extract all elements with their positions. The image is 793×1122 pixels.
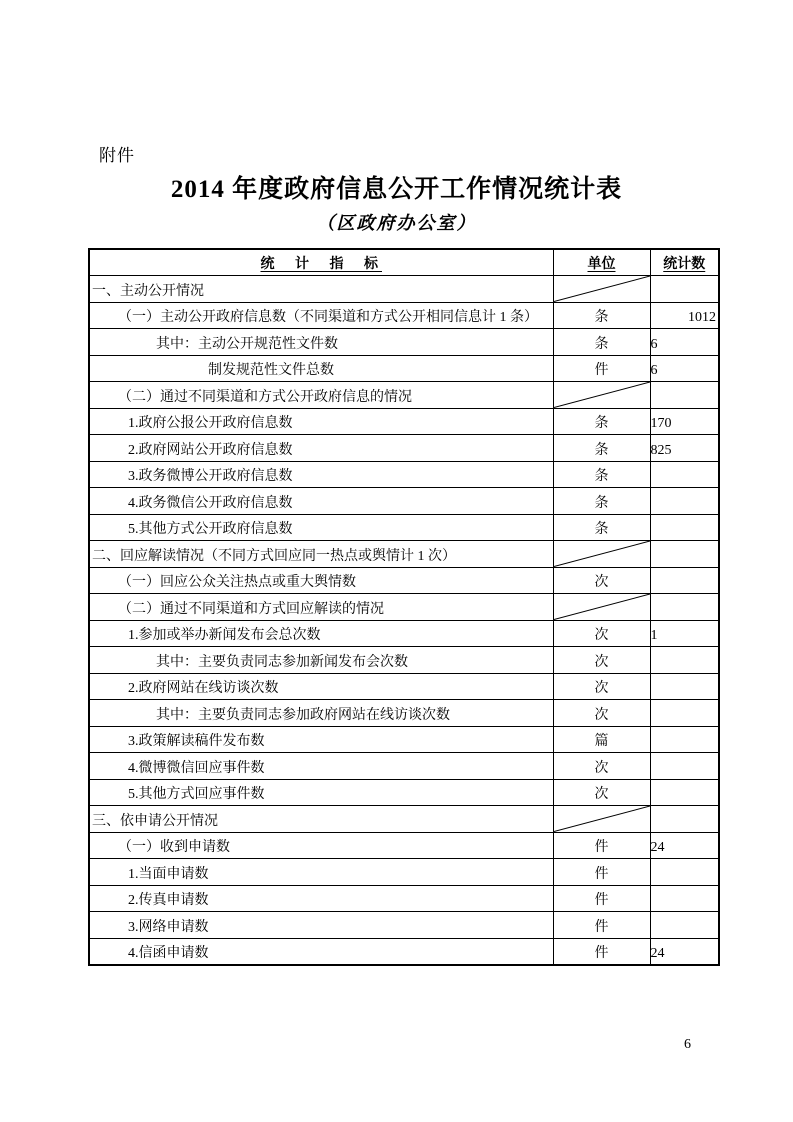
indicator-cell: （二）通过不同渠道和方式公开政府信息的情况	[89, 382, 553, 409]
indicator-cell: 其中：主要负责同志参加政府网站在线访谈次数	[89, 700, 553, 727]
table-row	[89, 276, 719, 303]
unit-cell: 次	[553, 779, 650, 806]
indicator-cell: 制发规范性文件总数	[89, 355, 553, 382]
unit-cell: 条	[553, 435, 650, 462]
table-row	[89, 647, 719, 674]
indicator-column-header: 统 计 指 标	[89, 249, 553, 276]
count-cell	[650, 885, 719, 912]
indicator-cell: （一）回应公众关注热点或重大舆情数	[89, 567, 553, 594]
table-row	[89, 700, 719, 727]
table-row	[89, 594, 719, 621]
count-cell	[650, 700, 719, 727]
count-cell	[650, 541, 719, 568]
unit-cell: 篇	[553, 726, 650, 753]
unit-cell: 条	[553, 329, 650, 356]
indicator-cell: 3.政策解读稿件发布数	[89, 726, 553, 753]
table-row	[89, 885, 719, 912]
indicator-cell: 三、依申请公开情况	[89, 806, 553, 833]
indicator-cell: 其中：主动公开规范性文件数	[89, 329, 553, 356]
unit-column-header: 单位	[553, 249, 650, 276]
unit-cell-diagonal	[553, 594, 650, 621]
indicator-cell: 1.当面申请数	[89, 859, 553, 886]
table-row	[89, 912, 719, 939]
table-header-row	[89, 249, 719, 276]
unit-cell: 条	[553, 302, 650, 329]
count-cell	[650, 382, 719, 409]
diagonal-slash-line	[554, 541, 650, 567]
indicator-cell: 2.传真申请数	[89, 885, 553, 912]
diagonal-slash-line	[554, 276, 650, 302]
count-column-header: 统计数	[650, 249, 719, 276]
unit-cell-diagonal	[553, 276, 650, 303]
page-title: 2014 年度政府信息公开工作情况统计表	[170, 176, 623, 203]
table-row	[89, 408, 719, 435]
attachment-label: 附件	[99, 146, 135, 165]
unit-cell-diagonal	[553, 806, 650, 833]
indicator-cell: 2.政府网站公开政府信息数	[89, 435, 553, 462]
table-row	[89, 726, 719, 753]
diagonal-slash-line	[554, 806, 650, 832]
count-cell	[650, 461, 719, 488]
count-cell	[650, 806, 719, 833]
table-row	[89, 355, 719, 382]
count-cell	[650, 488, 719, 515]
count-cell: 1012	[650, 302, 719, 329]
table-row	[89, 435, 719, 462]
count-cell	[650, 859, 719, 886]
indicator-cell: 二、回应解读情况（不同方式回应同一热点或舆情计 1 次）	[89, 541, 553, 568]
count-cell	[650, 276, 719, 303]
table-row	[89, 382, 719, 409]
count-cell	[650, 567, 719, 594]
indicator-cell: 3.网络申请数	[89, 912, 553, 939]
count-cell: 24	[650, 832, 719, 859]
table-row	[89, 461, 719, 488]
table-row	[89, 859, 719, 886]
unit-cell: 条	[553, 514, 650, 541]
indicator-cell: 3.政务微博公开政府信息数	[89, 461, 553, 488]
unit-cell: 件	[553, 912, 650, 939]
count-cell: 1	[650, 620, 719, 647]
count-cell: 6	[650, 355, 719, 382]
table-row	[89, 488, 719, 515]
unit-cell: 次	[553, 647, 650, 674]
table-row	[89, 567, 719, 594]
page-number: 6	[684, 1037, 691, 1052]
page-subtitle: （区政府办公室）	[316, 213, 477, 233]
table-row	[89, 779, 719, 806]
indicator-cell: 4.信函申请数	[89, 938, 553, 965]
statistics-table	[88, 248, 720, 966]
diagonal-slash-line	[554, 594, 650, 620]
unit-cell: 次	[553, 673, 650, 700]
table-row	[89, 620, 719, 647]
count-cell: 825	[650, 435, 719, 462]
unit-cell: 件	[553, 885, 650, 912]
unit-cell: 条	[553, 488, 650, 515]
indicator-cell: 4.微博微信回应事件数	[89, 753, 553, 780]
indicator-cell: 1.参加或举办新闻发布会总次数	[89, 620, 553, 647]
count-cell	[650, 753, 719, 780]
count-cell: 170	[650, 408, 719, 435]
table-row	[89, 938, 719, 965]
table-row	[89, 673, 719, 700]
unit-cell: 件	[553, 355, 650, 382]
table-row	[89, 806, 719, 833]
table-row	[89, 832, 719, 859]
indicator-cell: 5.其他方式公开政府信息数	[89, 514, 553, 541]
indicator-cell: 其中：主要负责同志参加新闻发布会次数	[89, 647, 553, 674]
unit-cell: 条	[553, 461, 650, 488]
unit-cell: 次	[553, 700, 650, 727]
count-cell: 24	[650, 938, 719, 965]
table-row	[89, 514, 719, 541]
indicator-cell: 2.政府网站在线访谈次数	[89, 673, 553, 700]
unit-cell: 件	[553, 832, 650, 859]
indicator-cell: 1.政府公报公开政府信息数	[89, 408, 553, 435]
count-cell	[650, 779, 719, 806]
count-cell	[650, 647, 719, 674]
unit-cell: 次	[553, 620, 650, 647]
table-row	[89, 302, 719, 329]
unit-cell: 条	[553, 408, 650, 435]
unit-cell: 件	[553, 938, 650, 965]
table-row	[89, 329, 719, 356]
diagonal-slash-line	[554, 382, 650, 408]
count-cell	[650, 726, 719, 753]
table-row	[89, 753, 719, 780]
unit-cell: 件	[553, 859, 650, 886]
count-cell	[650, 594, 719, 621]
count-cell: 6	[650, 329, 719, 356]
count-cell	[650, 673, 719, 700]
indicator-cell: 5.其他方式回应事件数	[89, 779, 553, 806]
indicator-cell: （一）收到申请数	[89, 832, 553, 859]
unit-cell-diagonal	[553, 541, 650, 568]
unit-cell: 次	[553, 567, 650, 594]
table-row	[89, 541, 719, 568]
count-cell	[650, 514, 719, 541]
count-cell	[650, 912, 719, 939]
unit-cell: 次	[553, 753, 650, 780]
indicator-cell: （一）主动公开政府信息数（不同渠道和方式公开相同信息计 1 条）	[89, 302, 553, 329]
indicator-cell: 一、主动公开情况	[89, 276, 553, 303]
indicator-cell: 4.政务微信公开政府信息数	[89, 488, 553, 515]
indicator-cell: （二）通过不同渠道和方式回应解读的情况	[89, 594, 553, 621]
unit-cell-diagonal	[553, 382, 650, 409]
stats-table-body	[89, 276, 719, 965]
